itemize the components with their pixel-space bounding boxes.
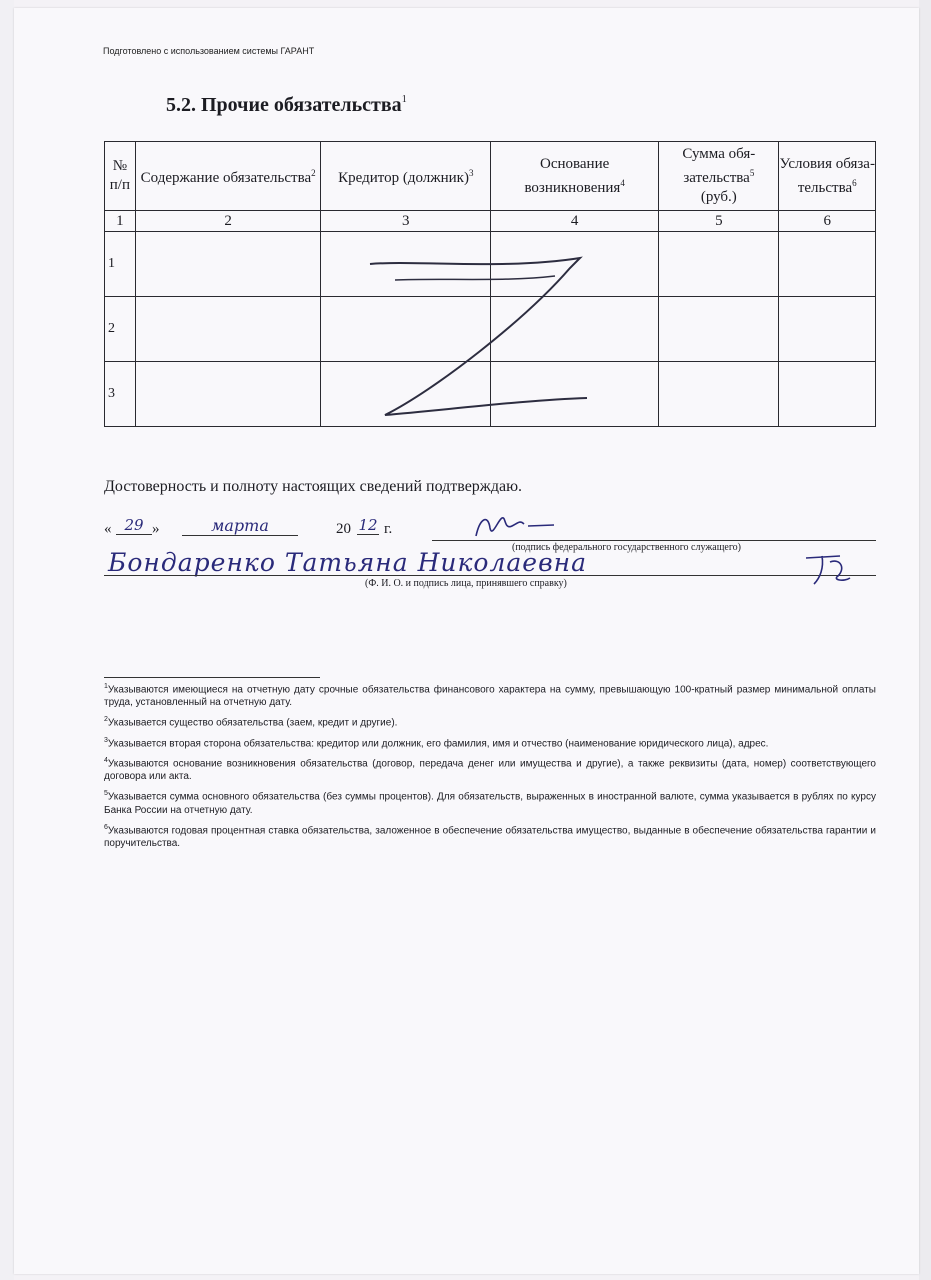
receiver-name: Бондаренко Татьяна Николаевна	[108, 548, 588, 577]
header-cell-basis	[491, 142, 659, 211]
header-amount-ref: 5	[749, 168, 755, 178]
footnote	[104, 734, 876, 750]
table-cell	[135, 232, 321, 297]
header-conditions-ref: 6	[852, 177, 857, 188]
footnote-divider	[104, 677, 320, 678]
footnote-ref: 6	[104, 823, 108, 831]
header-creditor-ref: 3	[468, 168, 474, 178]
column-number-5: 5	[659, 211, 779, 232]
section-title	[166, 94, 407, 117]
receiver-signature-line	[104, 575, 876, 576]
header-basis-ref: 4	[620, 177, 625, 188]
scan-right-edge	[919, 0, 931, 1280]
footnote-ref: 4	[104, 756, 108, 764]
row-number: 1	[105, 232, 136, 297]
row-number: 3	[105, 362, 136, 427]
header-cell-content	[135, 142, 321, 211]
confirmation-text: Достоверность и полноту настоящих сведений подтверждаю.	[104, 478, 523, 495]
footnote	[104, 680, 876, 709]
header-basis-text: Основание возникновения	[524, 155, 621, 196]
header-cell-number	[105, 142, 136, 211]
section-title-text: 5.2. Прочие обязательства	[166, 94, 402, 116]
table-cell	[135, 362, 321, 427]
column-number-6: 6	[779, 211, 876, 232]
footnote-text: Указываются имеющиеся на отчетную дату срочные обязательства финансового характера на сумму, превышающую 100-кратный размер минимальной оплаты труда, установленный на отчетную дату.	[104, 684, 876, 709]
footnotes	[104, 680, 876, 854]
column-number-4: 4	[491, 211, 659, 232]
footnote-text: Указывается сумма основного обязательства (без суммы процентов). Для обязательств, выраженных в иностранной валюте, сумма указывается в рублях по курсу Банка России на отчетную дату.	[104, 791, 876, 816]
column-number-1: 1	[105, 211, 136, 232]
date-year-suffix: 12	[358, 516, 378, 534]
footnote	[104, 754, 876, 783]
scan-left-edge	[0, 0, 14, 1280]
footnote	[104, 821, 876, 850]
footnote-text: Указываются основание возникновения обязательства (договор, передача денег или имущества и другие), а также реквизиты (дата, номер) соответствующего договора или акта.	[104, 758, 876, 783]
section-title-ref: 1	[401, 94, 407, 105]
table-header-row	[105, 142, 876, 211]
header-conditions-text: Условия обяза-тельства	[779, 155, 875, 196]
column-number-2: 2	[135, 211, 321, 232]
footnote-text: Указывается вторая сторона обязательства: кредитор или должник, его фамилия, имя и отчество (наименование юридического лица), адрес.	[107, 737, 769, 749]
date-quote-open: «	[104, 521, 112, 537]
table-cell	[779, 297, 876, 362]
footnote	[104, 787, 876, 816]
table-number-row	[105, 211, 876, 232]
signatory-signature	[468, 510, 558, 540]
table-cell	[659, 297, 779, 362]
header-amount-text: Сумма обя-зательства	[682, 146, 756, 186]
header-cell-conditions	[779, 142, 876, 211]
footnote-ref: 5	[104, 790, 108, 798]
signatory-caption: (подпись федерального государственного служащего)	[512, 542, 742, 553]
footnote-text: Указываются годовая процентная ставка обязательства, заложенное в обеспечение обязательства имущество, выданные в обеспечение обязательства гарантии и поручительства.	[104, 824, 876, 849]
date-year-prefix: 20	[336, 521, 351, 537]
footnote-ref: 1	[104, 683, 108, 690]
header-content-text: Содержание обязательства	[140, 170, 312, 186]
receiver-caption: (Ф. И. О. и подпись лица, принявшего справку)	[365, 578, 567, 589]
header-content-ref: 2	[311, 168, 316, 178]
header-amount-unit: (руб.)	[700, 189, 737, 205]
footnote-ref: 3	[104, 736, 108, 744]
table-cell	[779, 232, 876, 297]
date-quote-close: »	[152, 521, 160, 537]
table-cell	[135, 297, 321, 362]
z-strikeout-mark	[355, 250, 595, 425]
header-note: Подготовлено с использованием системы ГАРАНТ	[103, 46, 315, 56]
date-month: марта	[182, 516, 298, 536]
column-number-3: 3	[321, 211, 491, 232]
table-cell	[659, 362, 779, 427]
signatory-signature-line	[432, 540, 876, 541]
table-cell	[779, 362, 876, 427]
header-cell-creditor	[321, 142, 491, 211]
header-cell-amount	[659, 142, 779, 211]
footnote-text: Указывается существо обязательства (заем, кредит и другие).	[107, 717, 398, 729]
footnote-ref: 2	[104, 716, 108, 724]
row-number: 2	[105, 297, 136, 362]
date-year-unit: г.	[384, 521, 393, 537]
header-creditor-text: Кредитор (должник)	[338, 170, 469, 186]
footnote	[104, 713, 876, 729]
receiver-signature	[800, 548, 855, 588]
date-day: 29	[116, 516, 152, 535]
header-number-text: № п/п	[109, 158, 130, 193]
table-cell	[659, 232, 779, 297]
